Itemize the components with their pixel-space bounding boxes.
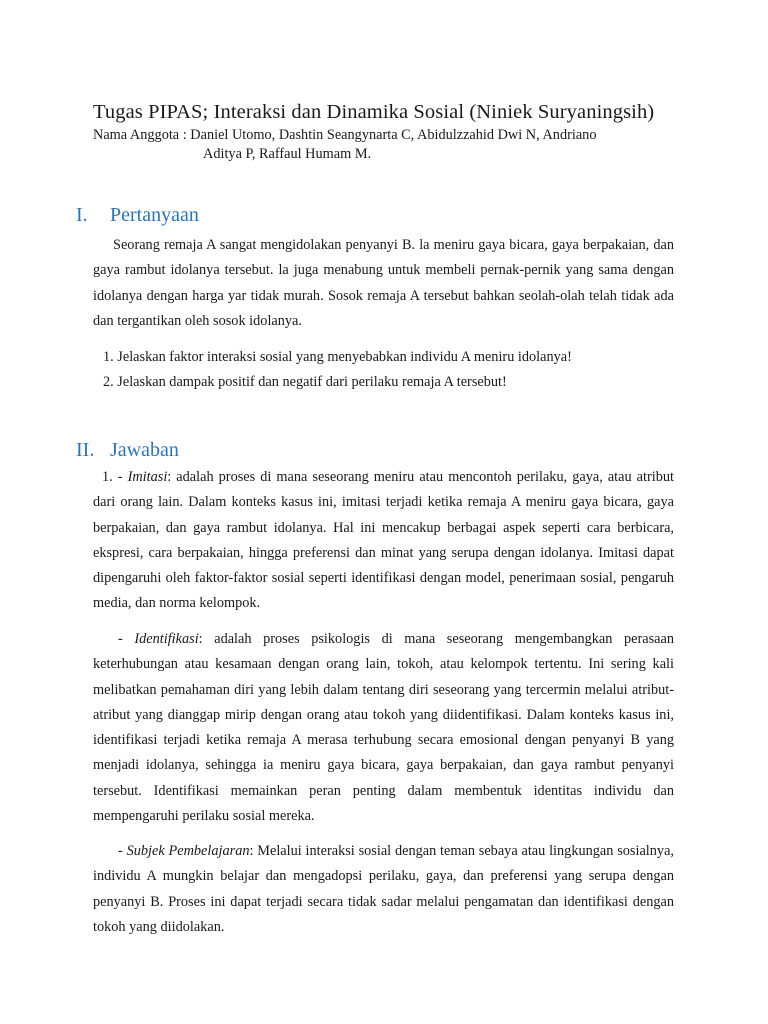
answer-term: Imitasi	[127, 469, 168, 485]
answer-text: : adalah proses psikologis di mana seseorang mengembangkan perasaan keterhubungan atau kesamaan dengan orang lain, tokoh, atau kelompok tertentu. Ini sering kali melibatkan pemahaman diri yang lebih dalam tentang diri seseorang yang tercermin melalui atribut-atribut yang dianggap mirip dengan orang atau tokoh yang diidentifikasi. Dalam konteks kasus ini, identifikasi terjadi ketika remaja A merasa terhubung secara emosional dengan penyanyi B yang menjadi idolanya, sehingga ia meniru gaya bicara, gaya berpakaian, dan gaya rambut penyanyi tersebut. Identifikasi memainkan peran penting dalam membentuk identitas individu dan mempengaruhi perilaku sosial mereka.	[93, 631, 674, 825]
question-list	[103, 345, 572, 395]
answer-prefix: 1. -	[102, 469, 128, 485]
section-heading-jawaban	[76, 437, 179, 463]
answer-identifikasi	[93, 627, 674, 829]
section-title: Jawaban	[110, 439, 179, 461]
question-item: 2. Jelaskan dampak positif dan negatif dari perilaku remaja A tersebut!	[103, 374, 507, 390]
section-number: II.	[76, 439, 95, 461]
group-members	[93, 126, 673, 164]
answer-prefix: -	[118, 631, 135, 647]
answer-imitasi	[93, 465, 674, 617]
question-paragraph: Seorang remaja A sangat mengidolakan penyanyi B. la meniru gaya bicara, gaya berpakaian, dan gaya rambut idolanya tersebut. la juga menabung untuk membeli pernak-pernik yang sama dengan idolanya dengan harga yar tidak murah. Sosok remaja A tersebut bahkan seolah-olah telah tidak ada dan tergantikan oleh sosok idolanya.	[93, 237, 674, 329]
answer-text: : Melalui interaksi sosial dengan teman sebaya atau lingkungan sosialnya, individu A mungkin belajar dan mengadopsi perilaku, gaya, dan preferensi yang serupa dengan penyanyi B. Proses ini dapat terjadi secara tidak sadar melalui pengamatan dan identifikasi dengan tokoh yang diidolakan.	[93, 843, 675, 935]
section-number: I.	[76, 204, 88, 226]
answer-prefix: -	[118, 843, 127, 859]
members-line-1: Nama Anggota : Daniel Utomo, Dashtin Seangynarta C, Abidulzzahid Dwi N, Andriano	[93, 127, 597, 143]
answer-text: : adalah proses di mana seseorang meniru atau mencontoh perilaku, gaya, atau atribut dari orang lain. Dalam konteks kasus ini, imitasi terjadi ketika remaja A meniru gaya bicara, gaya berpakaian, dan gaya rambut idolanya. Hal ini mencakup berbagai aspek seperti cara berbicara, ekspresi, cara berpakaian, hingga preferensi dan minat yang serupa dengan idolanya. Imitasi dapat dipengaruhi oleh faktor-faktor sosial seperti identifikasi dengan model, penerimaan sosial, pengaruh media, dan norma kelompok.	[93, 469, 674, 612]
document-title: Tugas PIPAS; Interaksi dan Dinamika Sosial (Niniek Suryaningsih)	[93, 101, 655, 123]
section-heading-pertanyaan	[76, 202, 199, 228]
answer-term: Subjek Pembelajaran	[126, 843, 250, 859]
answer-term: Identifikasi	[134, 631, 199, 647]
question-item: 1. Jelaskan faktor interaksi sosial yang menyebabkan individu A meniru idolanya!	[103, 349, 572, 365]
answer-subjek-pembelajaran	[93, 839, 674, 940]
members-line-2: Aditya P, Raffaul Humam M.	[203, 146, 372, 162]
section-title: Pertanyaan	[110, 204, 199, 226]
